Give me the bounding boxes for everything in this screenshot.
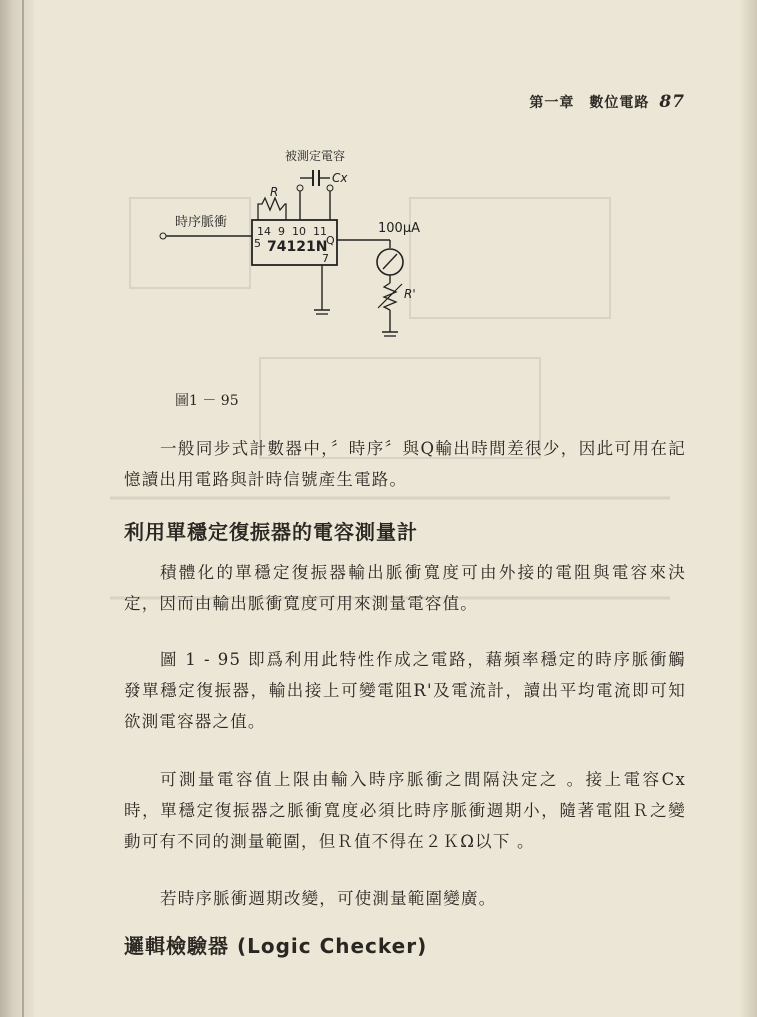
figure-caption: 圖1 － 95 (175, 393, 239, 409)
ammeter-needle (383, 254, 397, 269)
running-header (529, 92, 685, 112)
r2-label: R' (404, 287, 416, 301)
page-spine (22, 0, 24, 1017)
ic-pin-7: 7 (322, 252, 329, 265)
paragraph-2: 積體化的單穩定復振器輸出脈衝寬度可由外接的電阻與電容來決定，因而由輸出脈衝寬度可用來測量電容值。 (124, 563, 686, 613)
paragraph-5: 若時序脈衝週期改變，可使測量範圍變廣。 (160, 889, 497, 908)
paragraph-3: 圖 1 - 95 即爲利用此特性作成之電路，藉頻率穩定的時序脈衝觸發單穩定復振器，輸出接上可變電阻R'及電流計，讀出平均電流即可知欲測電容器之值。 (124, 650, 686, 731)
paragraph-4: 可測量電容值上限由輸入時序脈衝之間隔決定之 。接上電容Cx 時，單穩定復振器之脈衝寬度必須比時序脈衝週期小，隨著電阻Ｒ之變動可有不同的測量範圍，但Ｒ值不得在２ＫΩ以下 。 (124, 770, 686, 851)
input-label: 時序脈衝 (175, 215, 228, 230)
figure-top-label: 被測定電容 (285, 149, 346, 163)
chapter-title: 第一章 數位電路 (529, 95, 650, 111)
ic-part-number: 74121N (267, 239, 328, 255)
cap-terminal-left (297, 185, 303, 191)
cap-terminal-right (327, 185, 333, 191)
next-section-heading: 邏輯檢驗器 (Logic Checker) (124, 934, 428, 958)
ic-pin-q: Q (326, 234, 335, 247)
paragraph-1: 一般同步式計數器中，〞時序〞與Q輸出時間差很少，因此可用在記憶讀出用電路與計時信號產生電路。 (124, 439, 686, 489)
resistor-r (258, 198, 286, 220)
circuit-figure (150, 140, 450, 340)
page-edge (739, 0, 757, 1017)
ic-top-pins: 14 9 10 11 (257, 225, 327, 238)
cap-label: Cx (332, 171, 348, 185)
current-label: 100μA (378, 221, 420, 236)
ic-pin-5: 5 (254, 237, 261, 250)
section-heading: 利用單穩定復振器的電容測量計 (124, 520, 418, 544)
input-terminal (160, 233, 166, 239)
page-number: 87 (659, 92, 685, 112)
r-label: R (270, 185, 279, 199)
page-binding-shadow (0, 0, 34, 1017)
